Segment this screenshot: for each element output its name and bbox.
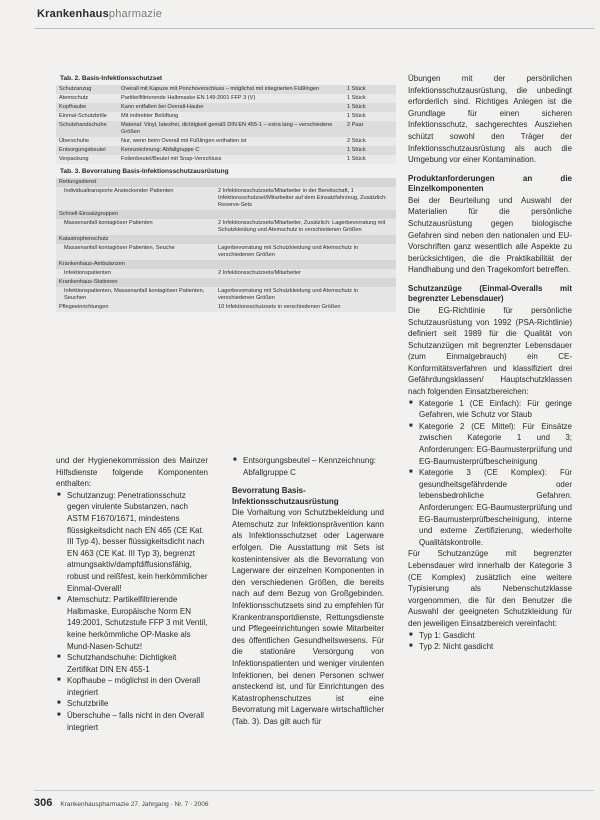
table3-group-label: Krankenhaus-Stationen [56, 278, 396, 287]
table3-row [56, 269, 396, 278]
table2-cell: Verpackung [56, 155, 118, 164]
right-column [408, 73, 572, 653]
list-item: ■ Schutzhandschuhe: Dichtigkeit Zertifikat DIN EN 455-1 [56, 652, 208, 675]
list-item: ■ Kategorie 1 (CE Einfach): Für geringe Gefahren, wie Schutz vor Staub [408, 398, 572, 421]
table3-group-label: Rettungsdienst [56, 178, 396, 187]
list-item: ■ Typ 2: Nicht gasdicht [408, 641, 572, 653]
table3-row [56, 303, 396, 312]
table2-row [56, 137, 396, 146]
table3-group-label: Katastrophenschutz [56, 235, 396, 244]
table3-cell-setting: Massenanfall kontagiöser Patienten [56, 219, 215, 235]
list-item: ■ Kategorie 3 (CE Komplex): Für gesundheitsgefährdende oder lebensbedrohliche Gefahren. Anforderungen: EG-Baumusterprüfung und EG-Baumusterprüfbescheinigung, interne und externe Zertifizierung, wiederholte Qualitätskontrolle. [408, 467, 572, 548]
table2-row [56, 155, 396, 164]
table2-cell: 1 Stück [344, 112, 396, 121]
table2-cell: Nur, wenn beim Overall mit Füßlingen enthalten ist [118, 137, 344, 146]
table2 [56, 85, 396, 164]
table2-cell: Overall mit Kapuze mit Ponchoverschluss – möglichst mit integrierten Füßlingen [118, 85, 344, 94]
table2-cell: 2 Paar [344, 121, 396, 137]
table2-caption: Tab. 2. Basis-Infektionsschutzset [60, 75, 163, 82]
table2-cell: Schutzhandschuhe [56, 121, 118, 137]
table3-group-row [56, 278, 396, 287]
table3-cell-stock: Lagerbevorratung mit Schutzkleidung und Atemschutz in verschiedenen Größen [215, 287, 396, 303]
table2-cell: 1 Stück [344, 85, 396, 94]
section-heading-bevorratung: Bevorratung Basis-Infektionsschutzausrüstung [232, 486, 339, 506]
table2-cell: Überschuhe [56, 137, 118, 146]
table2-cell: Kann entfallen bei Overall-Haube [118, 103, 344, 112]
section-heading-schutzanzuege: Schutzanzüge (Einmal-Overalls mit begrenzter Lebensdauer) [408, 283, 572, 304]
list-item: ■ Typ 1: Gasdicht [408, 630, 572, 642]
table2-row [56, 94, 396, 103]
right-para-1: Übungen mit der persönlichen Infektionsschutzausrüstung, die unbedingt erforderlich sind. Richtiges Anlegen ist die Grundlage für einen sicheren Infektionsschutz, sachgerechtes Ausziehen schützt sowohl den Träger der Infektionsschutzausrüstung als auch die Umgebung vor einer Kontamination. [408, 74, 572, 165]
table2-cell: Folienbeutel/Beutel mit Snap-Verschluss [118, 155, 344, 164]
list-item: ■ Atemschutz: Partikelfiltrierende Halbmaske, Europäische Norm EN 149:2001, Schutzstufe FFP 3 mit Ventil, keine herkömmliche OP-Maske als Mund-Nasen-Schutz! [56, 594, 208, 652]
list-item: ■ Überschuhe – falls nicht in den Overall integriert [56, 710, 208, 733]
table3-group-row [56, 210, 396, 219]
table3-cell-stock: Lagerbevorratung mit Schutzkleidung und Atemschutz in verschiedenen Größen [215, 244, 396, 260]
table3-caption: Tab. 3. Bevorratung Basis-Infektionsschutzausrüstung [60, 168, 229, 175]
table3-cell-setting: Individualtransporte Ansteckender Patienten [56, 187, 215, 210]
column-b-paragraph: Die Vorhaltung von Schutzbekleidung und Atemschutz zur Infektionsprävention kann als Infektionsschutzset oder Lagerware erfolgen. Die Ausstattung mit Sets ist kostenintensiver als die Bevorratung von Lagerware der einzelnen Komponenten in den verschiedenen Größen, die bereits nach auf dem Bezug von Großgebinden. Infektionsschutzsets sind zu empfehlen für Krankentransportdienste, Rettungsdienste und Pflegeeinrichtungen sowie Mitarbeiter des öffentlichen Gesundheitswesens. Für die stationäre Versorgung von Infektionspatienten und weniger virulenten Infektionen, bei denen Personen schwer ansteckend ist, und für Einrichtungen des Katastrophenschutzes ist eine Bevorratung mit Lagerware wirtschaftlicher (Tab. 3). Das gilt auch für [232, 508, 384, 726]
table3-group-label: Krankenhaus-Ambulanzen [56, 260, 396, 269]
right-para-2: Bei der Beurteilung und Auswahl der Materialien für die persönliche Schutzausrüstung gegen biologische Gefahren sind neben den nationalen und EU-Vorschriften ganz wesentlich alle Aspekte zu berücksichtigen, die die Praktikabilität der Handhabung und den Tragekomfort betreffen. [408, 195, 572, 275]
table3-group-label: Schnell-Einsatzgruppen [56, 210, 396, 219]
table3-group-row [56, 235, 396, 244]
table3-group-row [56, 260, 396, 269]
journal-header [37, 8, 162, 20]
tables-area [56, 75, 396, 312]
table2-row [56, 146, 396, 155]
right-para-3: Die EG-Richtlinie für persönliche Schutzausrüstung von 1992 (PSA-Richtlinie) definiert seit 1989 für die Qualität von Schutzanzügen mit begrenzter Lebensdauer (zum Einmalgebrauch) ein CE-Konformitätsverfahren und klassifiziert drei Gefährdungsklassen/ Hauptschutzklassen nach folgenden Einsatzbereichen: [408, 305, 572, 397]
column-a-intro: und der Hygienekommission des Mainzer Hilfsdienste folgende Komponenten enthalten: [56, 456, 208, 489]
column-b-list [232, 455, 384, 478]
page-number: 306 [34, 797, 53, 809]
right-para-4: Für Schutzanzüge mit begrenzter Lebensdauer wird innerhalb der Kategorie 3 (CE Komplex) zusätzlich eine weitere Typisierung als Nebenschutzklasse vorgenommen, die für den Benutzer die Auswahl der geeigneten Schutzkleidung für den jeweiligen Einsatzbereich vereinfacht: [408, 549, 572, 628]
list-item: ■ Schutzanzug: Penetrationsschutz gegen virulente Substanzen, nach ASTM F1670/1671, mindestens flüssigkeitsdicht nach EN 465 (CE Kat. III Typ 4), besser flüssigkeitsdicht nach EN 463 (CE Kat. III Typ 3), begrenzt atmungsaktiv/dampfdiffusionsfähig, robust und reißfest, kein herkömmlicher Einmal-Overall! [56, 490, 208, 594]
footer-citation: Krankenhauspharmazie 27. Jahrgang · Nr. 7 · 2006 [60, 801, 209, 808]
table3-cell-setting: Pflegeeinrichtungen [56, 303, 215, 312]
list-item: ■ Schutzbrille [56, 698, 208, 710]
section-heading-produktanforderungen: Produktanforderungen an die Einzelkomponenten [408, 173, 572, 194]
header-rule [34, 28, 594, 29]
table2-row [56, 121, 396, 137]
table3-group-row [56, 178, 396, 187]
table3-row [56, 219, 396, 235]
right-list-types [408, 630, 572, 653]
table2-row [56, 85, 396, 94]
table2-cell: 1 Stück [344, 146, 396, 155]
table3-cell-setting: Massenanfall kontagiöser Patienten, Seuche [56, 244, 215, 260]
table2-cell: Entsorgungsbeutel [56, 146, 118, 155]
page-footer [34, 797, 209, 809]
column-a [56, 455, 208, 733]
journal-name-suffix: pharmazie [108, 8, 163, 20]
right-list-categories [408, 398, 572, 549]
column-b [232, 455, 384, 727]
table2-cell: 1 Stück [344, 155, 396, 164]
table2-cell: Material: Vinyl, latexfrei, dichtigkeit gemäß DIN EN 455-1 – extra lang – verschiedene Größen [118, 121, 344, 137]
list-item: ■ Kopfhaube – möglichst in den Overall integriert [56, 675, 208, 698]
table3-row [56, 287, 396, 303]
table2-cell: Schutzanzug [56, 85, 118, 94]
table3-cell-stock: 10 Infektionsschutzsets in verschiedenen Größen [215, 303, 396, 312]
table2-cell: Mit indirekter Belüftung [118, 112, 344, 121]
table3 [56, 178, 396, 312]
table3-cell-setting: Infektionspatienten [56, 269, 215, 278]
table2-cell: Kopfhaube [56, 103, 118, 112]
table2-cell: Atemschutz [56, 94, 118, 103]
column-a-list [56, 490, 208, 733]
table3-cell-stock: 2 Infektionsschutzsets/Mitarbeiter in der Bereitschaft, 1 Infektionsschutzset/Mitarbeiter auf dem Einsatzfahrzeug, Zusätzlich: Reserve-Sets [215, 187, 396, 210]
table2-row [56, 103, 396, 112]
table3-row [56, 187, 396, 210]
table2-cell: 1 Stück [344, 103, 396, 112]
table3-cell-stock: 2 Infektionsschutzsets/Mitarbeiter, Zusätzlich: Lagerbevorratung mit Schutzkleidung und Atemschutz in verschiedenen Größen [215, 219, 396, 235]
table2-cell: 2 Stück [344, 137, 396, 146]
table2-cell: Einmal-Schutzbrille [56, 112, 118, 121]
table2-cell: Partikelfiltrierende Halbmaske EN 149:2001 FFP 3 (V) [118, 94, 344, 103]
footer-rule [34, 790, 594, 791]
table3-row [56, 244, 396, 260]
table3-cell-stock: 2 Infektionsschutzsets/Mitarbeiter [215, 269, 396, 278]
list-item: ■ Entsorgungsbeutel – Kennzeichnung: Abfallgruppe C [232, 455, 384, 478]
list-item: ■ Kategorie 2 (CE Mittel): Für Einsätze zwischen Kategorie 1 und 3; Anforderungen: EG-Baumusterprüfung und EG-Baumusterprüfbescheinigung [408, 421, 572, 467]
table2-row [56, 112, 396, 121]
table2-cell: Kennzeichnung: Abfallgruppe C [118, 146, 344, 155]
table3-cell-setting: Infektionspatienten, Massenanfall kontagiöser Patienten, Seuchen [56, 287, 215, 303]
journal-name: Krankenhaus [37, 8, 109, 20]
table2-cell: 1 Stück [344, 94, 396, 103]
